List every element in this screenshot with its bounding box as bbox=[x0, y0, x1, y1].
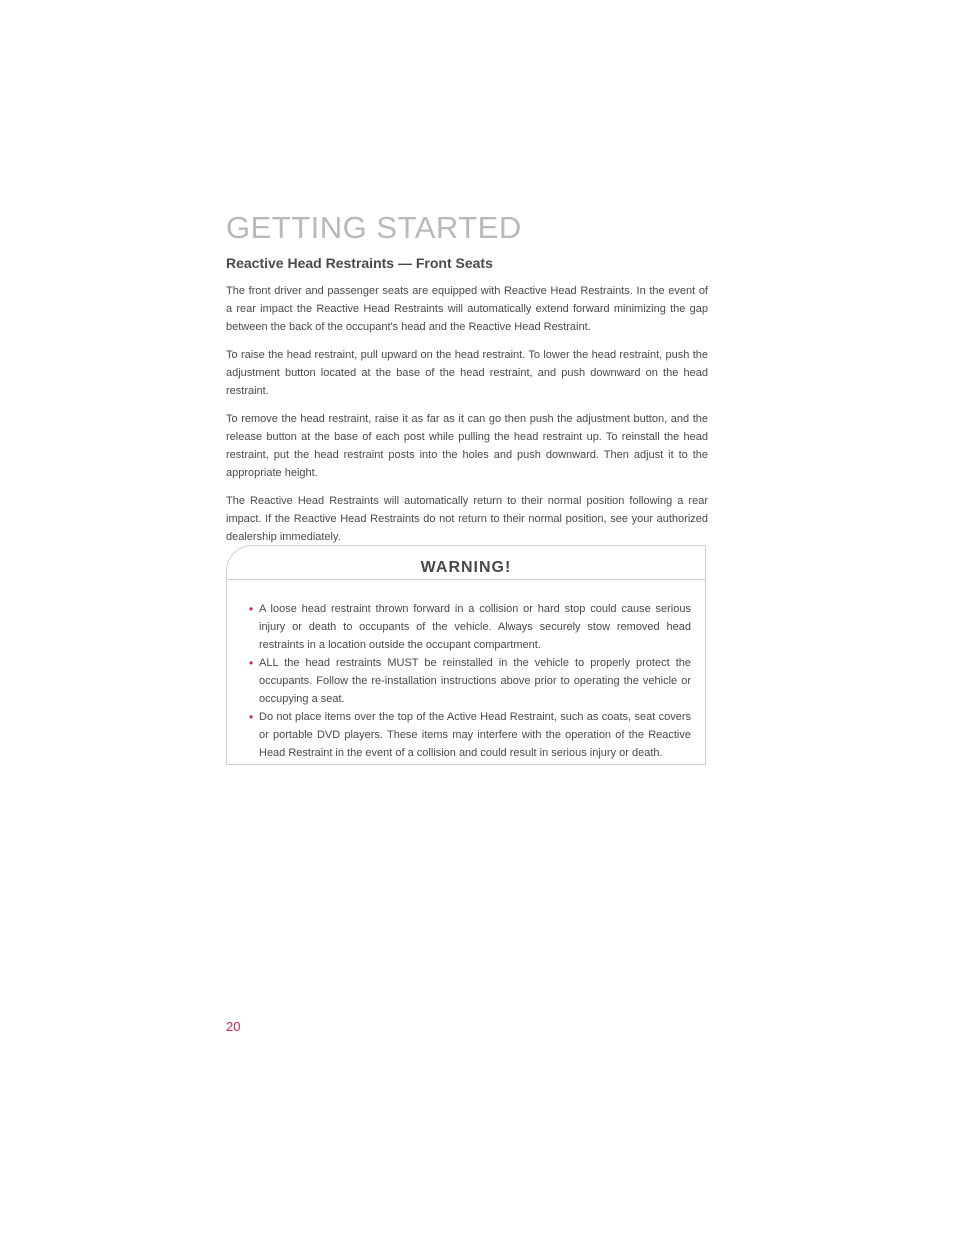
warning-item-text: A loose head restraint thrown forward in a collision or hard stop could cause serious injury or death to occupants of the vehicle. Always securely stow removed head restraints in a location outside the occupant compartment. bbox=[259, 603, 691, 651]
warning-item bbox=[249, 708, 691, 762]
body-paragraph: To remove the head restraint, raise it as far as it can go then push the adjustment button, and the release button at the base of each post while pulling the head restraint up. To reinstall the head restraint, put the head restraint posts into the holes and push downward. Then adjust it to the appropriate height. bbox=[226, 413, 708, 479]
warning-title: WARNING! bbox=[420, 559, 512, 576]
warning-list bbox=[227, 580, 705, 762]
section-subheading: Reactive Head Restraints — Front Seats bbox=[226, 255, 493, 271]
warning-item bbox=[249, 600, 691, 654]
body-paragraph: The front driver and passenger seats are equipped with Reactive Head Restraints. In the event of a rear impact the Reactive Head Restraints will automatically extend forward minimizing the gap between the back of the occupant's head and the Reactive Head Restraint. bbox=[226, 285, 708, 333]
warning-item-text: ALL the head restraints MUST be reinstalled in the vehicle to properly protect the occupants. Follow the re-installation instructions above prior to operating the vehicle or occupying a seat. bbox=[259, 657, 691, 705]
page-number: 20 bbox=[226, 1019, 241, 1034]
warning-item-text: Do not place items over the top of the Active Head Restraint, such as coats, seat covers or portable DVD players. These items may interfere with the operation of the Reactive Head Restraint in the event of a collision and could result in serious injury or death. bbox=[259, 711, 691, 759]
bullet-icon: • bbox=[249, 656, 254, 670]
body-paragraph: To raise the head restraint, pull upward on the head restraint. To lower the head restraint, push the adjustment button located at the base of the head restraint, and push downward on the head restraint. bbox=[226, 349, 708, 397]
warning-item bbox=[249, 654, 691, 708]
main-content bbox=[226, 254, 708, 556]
bullet-icon: • bbox=[249, 710, 254, 724]
bullet-icon: • bbox=[249, 602, 254, 616]
warning-box bbox=[226, 545, 706, 765]
section-title: GETTING STARTED bbox=[226, 210, 522, 245]
body-paragraph: The Reactive Head Restraints will automatically return to their normal position following a rear impact. If the Reactive Head Restraints do not return to their normal position, see your authorized dealership immediately. bbox=[226, 495, 708, 543]
